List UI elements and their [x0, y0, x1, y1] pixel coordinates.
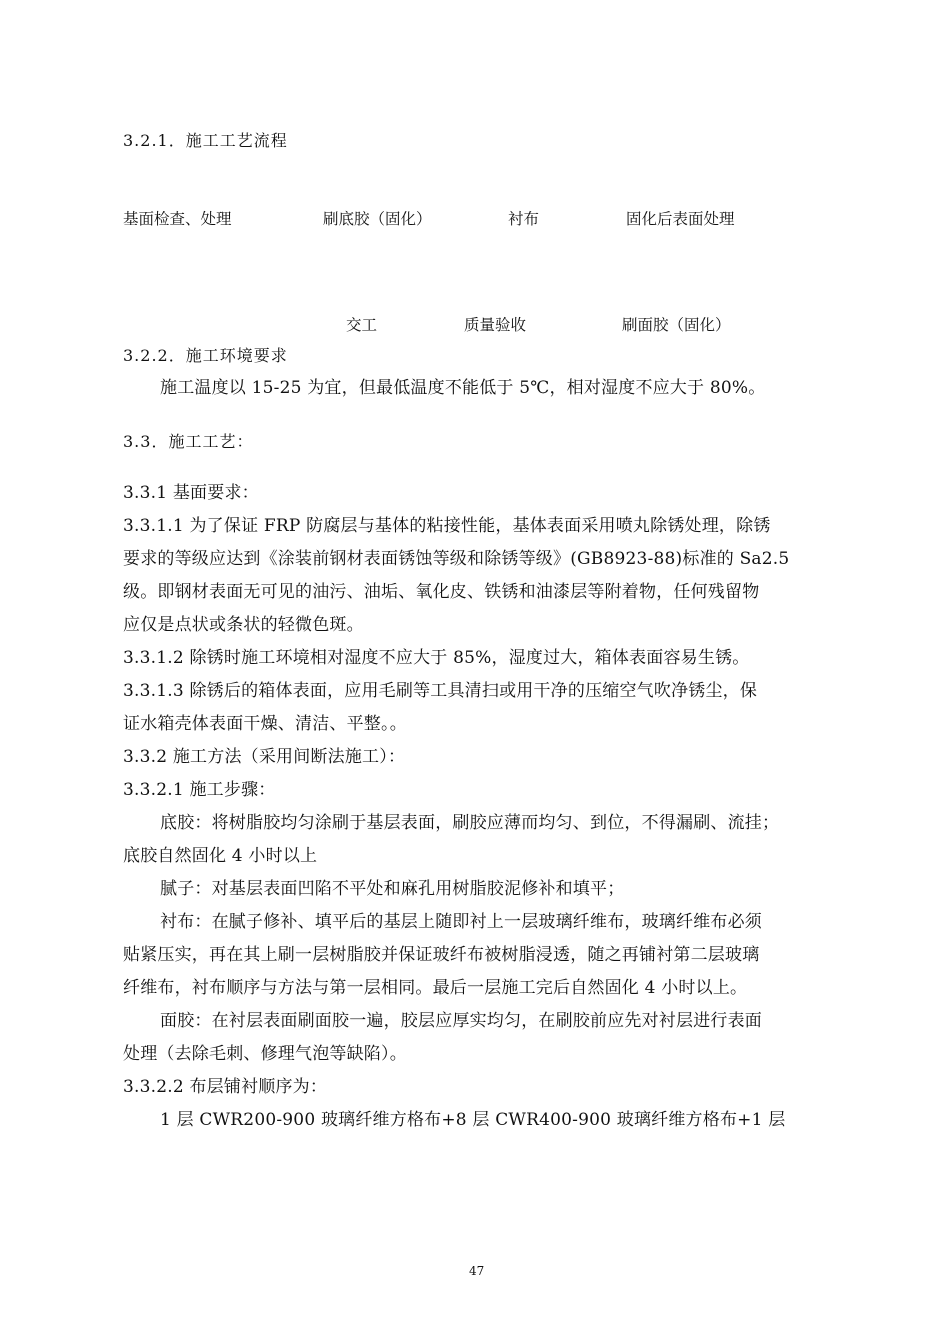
section-heading-3-3-2-1: 3.3.2.1 施工步骤： [123, 780, 276, 800]
environment-requirement-text: 施工温度以 15-25 为宜，但最低温度不能低于 5℃，相对湿度不应大于 80%。 [160, 378, 766, 398]
paragraph-layer-order: 1 层 CWR200-900 玻璃纤维方格布+8 层 CWR400-900 玻璃纤维方格布+1 层 [160, 1110, 786, 1130]
paragraph-topcoat-line: 面胶：在衬层表面刷面胶一遍，胶层应厚实均匀，在刷胶前应先对衬层进行表面 [160, 1011, 762, 1031]
section-heading-3-3-1: 3.3.1 基面要求： [123, 483, 259, 503]
paragraph-primer-line: 底胶自然固化 4 小时以上 [123, 846, 318, 866]
paragraph-3-3-1-3-line: 3.3.1.3 除锈后的箱体表面，应用毛刷等工具清扫或用干净的压缩空气吹净锈尘，保 [123, 681, 758, 701]
paragraph-3-3-1-2: 3.3.1.2 除锈时施工环境相对湿度不应大于 85%，湿度过大，箱体表面容易生锈。 [123, 648, 750, 668]
paragraph-3-3-1-1-line: 应仅是点状或条状的轻微色斑。 [123, 615, 364, 635]
section-heading-3-3-2: 3.3.2 施工方法（采用间断法施工）： [123, 747, 406, 767]
flow-step-surface-check: 基面检查、处理 [123, 210, 232, 228]
flow-step-quality-acceptance: 质量验收 [464, 316, 527, 334]
flow-step-topcoat: 刷面胶（固化） [622, 316, 731, 334]
paragraph-putty: 腻子：对基层表面凹陷不平处和麻孔用树脂胶泥修补和填平； [160, 879, 625, 899]
paragraph-lining-line: 衬布：在腻子修补、填平后的基层上随即衬上一层玻璃纤维布，玻璃纤维布必须 [160, 912, 762, 932]
flow-step-lining: 衬布 [508, 210, 540, 228]
page-number: 47 [469, 1264, 485, 1278]
flow-step-post-cure-treatment: 固化后表面处理 [626, 210, 735, 228]
paragraph-lining-line: 纤维布，衬布顺序与方法与第一层相同。最后一层施工完后自然固化 4 小时以上。 [123, 978, 748, 998]
paragraph-3-3-1-1-line: 3.3.1.1 为了保证 FRP 防腐层与基体的粘接性能，基体表面采用喷丸除锈处理，除锈 [123, 516, 771, 536]
section-heading-3-2-1: 3.2.1．施工工艺流程 [123, 131, 288, 150]
paragraph-3-3-1-3-line: 证水箱壳体表面干燥、清洁、平整。。 [123, 714, 407, 734]
paragraph-topcoat-line: 处理（去除毛刺、修理气泡等缺陷）。 [123, 1044, 407, 1064]
section-heading-3-3: 3.3．施工工艺： [123, 432, 254, 451]
paragraph-3-3-1-1-line: 要求的等级应达到《涂装前钢材表面锈蚀等级和除锈等级》(GB8923-88)标准的 Sa2.5 [123, 549, 790, 569]
paragraph-primer-line: 底胶：将树脂胶均匀涂刷于基层表面，刷胶应薄而均匀、到位，不得漏刷、流挂； [160, 813, 780, 833]
section-heading-3-3-2-2: 3.3.2.2 布层铺衬顺序为： [123, 1077, 328, 1097]
section-heading-3-2-2: 3.2.2．施工环境要求 [123, 346, 288, 365]
paragraph-lining-line: 贴紧压实，再在其上刷一层树脂胶并保证玻纤布被树脂浸透，随之再铺衬第二层玻璃 [123, 945, 760, 965]
paragraph-3-3-1-1-line: 级。即钢材表面无可见的油污、油垢、氧化皮、铁锈和油漆层等附着物，任何残留物 [123, 582, 760, 602]
flow-step-primer: 刷底胶（固化） [323, 210, 432, 228]
flow-step-handover: 交工 [346, 316, 378, 334]
